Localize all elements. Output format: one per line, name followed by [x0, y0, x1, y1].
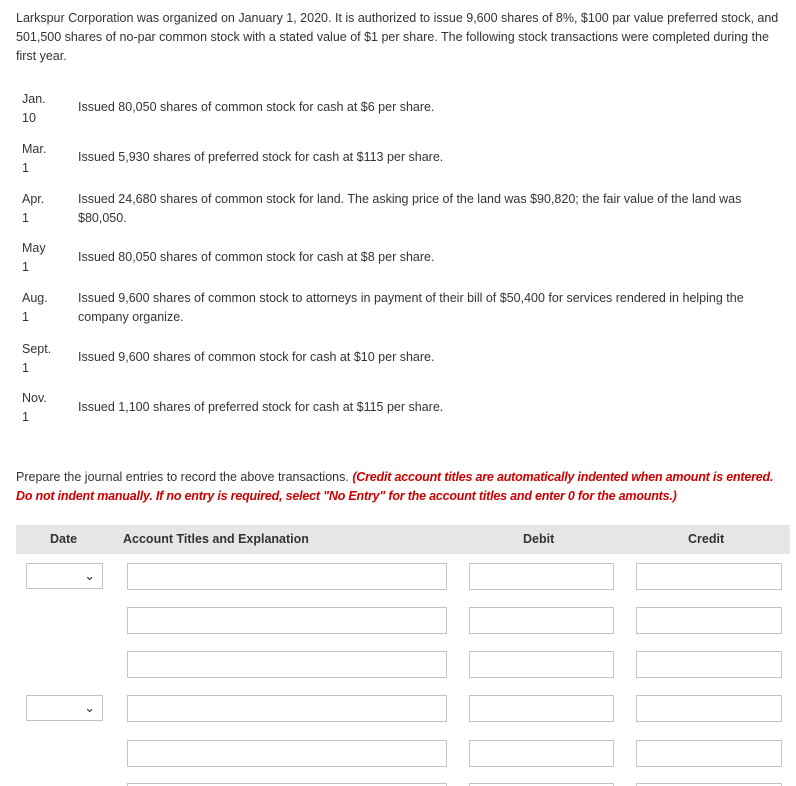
- transaction-description: Issued 24,680 shares of common stock for land. The asking price of the land was $90,820; the fair value of the land was $80,050.: [78, 192, 742, 225]
- debit-input[interactable]: [469, 651, 614, 678]
- transaction-date: Sept. 1: [22, 342, 52, 375]
- header-credit: Credit: [688, 532, 725, 546]
- credit-input[interactable]: [636, 651, 782, 678]
- journal-row: [0, 651, 796, 679]
- transaction-description: Issued 9,600 shares of common stock for cash at $10 per share.: [78, 350, 435, 364]
- transaction-description: Issued 80,050 shares of common stock for cash at $8 per share.: [78, 250, 435, 264]
- transaction-description: Issued 1,100 shares of preferred stock for cash at $115 per share.: [78, 400, 444, 414]
- transaction-date: Apr. 1: [22, 192, 45, 225]
- chevron-down-icon: ⌄: [84, 700, 95, 715]
- instructions-text: Prepare the journal entries to record the above transactions.: [16, 470, 353, 484]
- account-title-input[interactable]: [127, 607, 447, 634]
- debit-input[interactable]: [469, 607, 614, 634]
- account-title-input[interactable]: [127, 651, 447, 678]
- account-title-input[interactable]: [127, 563, 447, 590]
- transaction-date: Jan. 10: [22, 92, 46, 125]
- transaction-date: May 1: [22, 241, 46, 274]
- credit-input[interactable]: [636, 563, 782, 590]
- account-title-input[interactable]: [127, 695, 447, 722]
- journal-table-header: [16, 525, 790, 554]
- transaction-date: Nov. 1: [22, 391, 47, 424]
- credit-input[interactable]: [636, 607, 782, 634]
- journal-row: [0, 740, 796, 768]
- journal-row: [0, 695, 796, 723]
- journal-row: [0, 563, 796, 591]
- credit-input[interactable]: [636, 695, 782, 722]
- debit-input[interactable]: [469, 695, 614, 722]
- transaction-description: Issued 5,930 shares of preferred stock for cash at $113 per share.: [78, 150, 444, 164]
- header-debit: Debit: [523, 532, 555, 546]
- debit-input[interactable]: [469, 563, 614, 590]
- transaction-description: Issued 9,600 shares of common stock to attorneys in payment of their bill of $50,400 for services rendered in helping the company organize.: [78, 291, 744, 324]
- account-title-input[interactable]: [127, 740, 447, 767]
- transaction-date: Mar. 1: [22, 142, 47, 175]
- instructions: [16, 468, 788, 506]
- debit-input[interactable]: [469, 740, 614, 767]
- date-select[interactable]: [26, 563, 103, 589]
- transaction-date: Aug. 1: [22, 291, 48, 324]
- header-date: Date: [50, 532, 78, 546]
- credit-input[interactable]: [636, 740, 782, 767]
- journal-row: [0, 607, 796, 635]
- transaction-description: Issued 80,050 shares of common stock for cash at $6 per share.: [78, 100, 435, 114]
- problem-intro: Larkspur Corporation was organized on January 1, 2020. It is authorized to issue 9,600 shares of 8%, $100 par value preferred stock, and 501,500 shares of no-par common stock with a stated value of $1 per share. The following stock transactions were completed during the first year.: [16, 11, 779, 63]
- instructions-emphasis: (Credit account titles are automatically indented when amount is entered. Do not indent manually. If no entry is required, select "No Entry" for the account titles and enter 0 for the amounts.): [16, 470, 774, 503]
- chevron-down-icon: ⌄: [84, 568, 95, 583]
- date-select[interactable]: [26, 695, 103, 721]
- header-account-titles: Account Titles and Explanation: [123, 532, 309, 546]
